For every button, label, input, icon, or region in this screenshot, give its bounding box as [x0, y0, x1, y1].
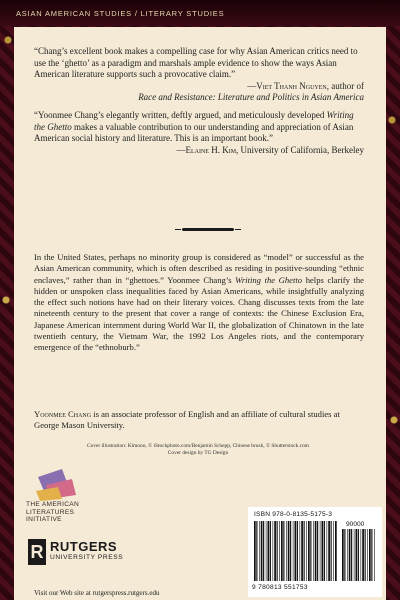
barcode-bar — [288, 521, 290, 581]
barcode-bar — [328, 521, 330, 581]
barcode-bar — [362, 529, 364, 581]
barcode-bar — [293, 521, 294, 581]
author-bio-text: is an associate professor of English and an affiliate of cultural studies at George Mason University. — [34, 409, 340, 431]
barcode-bar — [320, 521, 321, 581]
barcode-bar — [365, 529, 366, 581]
description-title-ref: Writing the Ghetto — [235, 274, 303, 285]
quote-2-author: —Elaine H. Kim — [176, 144, 237, 155]
barcode-bar — [308, 521, 310, 581]
barcode-bar — [283, 521, 284, 581]
barcode-bar — [266, 521, 267, 581]
description-part-a: In the United States, perhaps no minority group is considered as “model” or successful as the Asian American community, which is often described as residing in positive-sounding “ethnic enclaves,” rather than in “ghettoes.” Yoonmee Chang’s — [34, 252, 364, 285]
cover-credits — [38, 443, 358, 457]
quote-1-author: —Viet Thanh Nguyen — [247, 80, 327, 91]
publisher-website: Visit our Web site at rutgerspress.rutgers.edu — [34, 589, 160, 597]
quote-1-text: “Chang’s excellent book makes a compelling case for why Asian American critics need to use the ‘ghetto’ as a paradigm and marshals ample evidence to show the ways Asian American literature supports such a provocative claim.” — [34, 46, 358, 80]
endorsement-quote-1 — [34, 46, 364, 104]
barcode-bar — [263, 521, 264, 581]
isbn-text: ISBN 978-0-8135-5175-3 — [254, 511, 333, 518]
author-bio — [34, 409, 364, 432]
rutgers-r-mark: R — [28, 539, 46, 565]
barcode-bar — [270, 521, 271, 581]
top-band — [0, 0, 400, 26]
barcode-bar — [349, 529, 351, 581]
quote-2-title-ref: Writing the Ghetto — [34, 110, 354, 132]
barcode-bar — [277, 521, 278, 581]
barcode-bar — [322, 521, 324, 581]
barcode-bar — [254, 521, 256, 581]
barcode-bar — [335, 521, 337, 581]
barcode-bar — [354, 529, 355, 581]
barcode-bar — [324, 521, 325, 581]
barcode-bar — [331, 521, 332, 581]
barcode-bar — [313, 521, 314, 581]
barcode — [248, 507, 382, 597]
barcode-bar — [371, 529, 372, 581]
publisher-name: RUTGERS — [50, 539, 118, 554]
barcode-bar — [273, 521, 274, 581]
barcode-bar — [301, 521, 303, 581]
series-label: ASIAN AMERICAN STUDIES / LITERARY STUDIES — [16, 9, 225, 18]
ean-number: 9 780813 551753 — [252, 584, 308, 591]
barcode-bar — [297, 521, 298, 581]
quote-2-text-b: makes a valuable contribution to our understanding and appreciation of Asian American social history and literature. This is an important book.” — [34, 121, 354, 144]
quote-2-attribution — [34, 145, 364, 157]
ali-logo-text: THE AMERICAN LITERATURES INITIATIVE — [26, 501, 80, 524]
barcode-bar — [317, 521, 318, 581]
barcode-bar — [369, 529, 371, 581]
quote-1-attribution — [34, 81, 364, 104]
quote-1-source: Race and Resistance: Literature and Politics in Asian America — [138, 92, 364, 103]
quote-2-affiliation: , University of California, Berkeley — [236, 144, 364, 155]
barcode-bar — [347, 529, 348, 581]
cover-design-credit: Cover design by TG Design — [167, 450, 229, 456]
ean-barcode-bars — [254, 521, 338, 581]
barcode-bar — [286, 521, 287, 581]
barcode-bar — [327, 521, 328, 581]
barcode-bar — [310, 521, 311, 581]
barcode-bar — [279, 521, 280, 581]
cover-illustration-credit: Cover illustration: Kimono, © iStockphoto.com/Benjamin Schepp, Chinese brush, © Shutterstock.com — [87, 443, 309, 449]
barcode-bar — [268, 521, 270, 581]
addon-barcode-bars — [342, 529, 376, 581]
barcode-bar — [342, 529, 344, 581]
brush-divider — [182, 228, 234, 231]
barcode-bar — [300, 521, 301, 581]
barcode-bar — [256, 521, 257, 581]
description-part-b: helps clarify the hidden or unspoken class inequalities faced by Asian Americans, while insightfully analyzing the effect such notions have had on their literary voices. Chang discusses texts from the late nineteenth century to the present that cover a range of contexts: the Chinese Exclusion Era, Japanese American internment during World War II, the globalization of Chinatown in the late twentieth century, the Vietnam War, the 1992 Los Angeles riots, and the contemporary emergence of the “ethnoburb.” — [34, 274, 364, 353]
barcode-bar — [361, 529, 362, 581]
barcode-addon-number: 90000 — [346, 521, 365, 528]
quote-1-author-suffix: , author of — [326, 80, 364, 91]
barcode-bar — [351, 529, 352, 581]
barcode-bar — [356, 529, 358, 581]
author-bio-name: Yoonmee Chang — [34, 409, 92, 419]
barcode-bar — [304, 521, 305, 581]
barcode-bar — [358, 529, 359, 581]
barcode-bar — [374, 529, 375, 581]
barcode-bar — [367, 529, 368, 581]
cover-panel — [14, 27, 386, 600]
barcode-bar — [295, 521, 297, 581]
barcode-bar — [274, 521, 276, 581]
barcode-bar — [259, 521, 260, 581]
quote-2-text-a: “Yoonmee Chang’s elegantly written, deftly argued, and meticulously developed — [34, 110, 327, 120]
barcode-bar — [290, 521, 291, 581]
barcode-bar — [333, 521, 334, 581]
barcode-bar — [306, 521, 307, 581]
barcode-bar — [261, 521, 263, 581]
barcode-bar — [281, 521, 283, 581]
barcode-bar — [315, 521, 317, 581]
barcode-bar — [344, 529, 345, 581]
rutgers-press-logo — [28, 539, 138, 567]
endorsement-quote-2 — [34, 110, 364, 156]
publisher-sub: UNIVERSITY PRESS — [50, 554, 124, 561]
book-description — [34, 252, 364, 354]
